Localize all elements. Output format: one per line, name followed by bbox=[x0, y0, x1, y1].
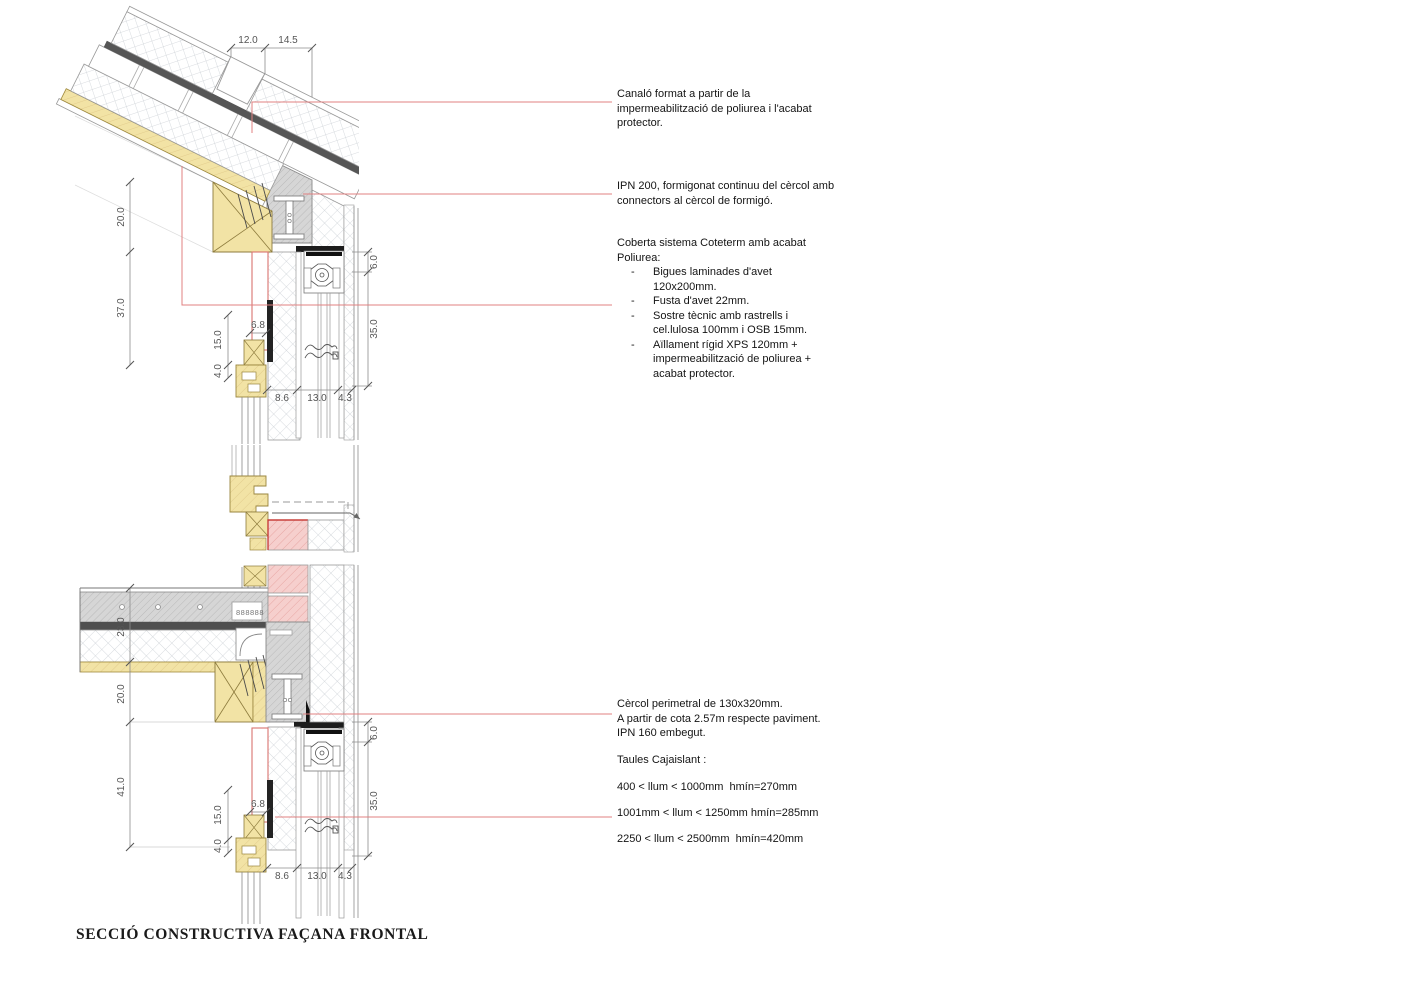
slat-stack bbox=[305, 345, 338, 360]
dim-inner-leaf-lower: 8.6 bbox=[275, 871, 289, 882]
radiant-tubes-symbol: 888888 bbox=[236, 608, 265, 617]
coberta-item: - Aïllament rígid XPS 120mm + impermeabilització de poliurea + acabat protector. bbox=[617, 338, 849, 382]
dim-head-drop-lower: 41.0 bbox=[116, 777, 127, 797]
dim-gutter-width: 12.0 bbox=[238, 35, 258, 46]
dim-box-height-lower: 15.0 bbox=[213, 805, 224, 825]
roller-blind-box-lower bbox=[296, 728, 344, 918]
dim-reveal: 6.0 bbox=[369, 255, 380, 269]
bullet-dash: - bbox=[631, 295, 635, 307]
sill-profile bbox=[230, 476, 268, 512]
top-detail-roof-eave bbox=[56, 0, 386, 444]
dim-outer-leaf-lower: 4.3 bbox=[338, 871, 352, 882]
dim-cavity: 13.0 bbox=[307, 393, 327, 404]
bullet-dash: - bbox=[631, 266, 635, 278]
taules-row-1: 400 < llum < 1000mm hmín=270mm bbox=[617, 781, 798, 793]
glazing-lines bbox=[232, 445, 260, 476]
bullet-dash: - bbox=[631, 338, 635, 351]
dim-outer-leaf: 4.3 bbox=[338, 393, 352, 404]
annotation-coberta-title: Coberta sistema Coteterm amb acabat Poliurea: bbox=[617, 237, 806, 264]
annotation-coberta bbox=[617, 236, 849, 381]
window-head-lower bbox=[236, 815, 266, 924]
bottom-detail-slab bbox=[80, 565, 380, 924]
taules-row-2: 1001mm < llum < 1250mm hmín=285mm bbox=[617, 807, 819, 819]
dim-head-drop: 37.0 bbox=[116, 298, 127, 318]
cercol-section bbox=[268, 520, 308, 550]
glazing-lines bbox=[242, 397, 260, 444]
dim-column-width-lower: 6.8 bbox=[251, 799, 265, 810]
dim-wall-band: 14.5 bbox=[278, 35, 298, 46]
dim-beam-height: 20.0 bbox=[116, 207, 127, 227]
floor-slab bbox=[80, 588, 298, 672]
annotation-ipn200: IPN 200, formigonat continuu del cèrcol amb connectors al cèrcol de formigó. bbox=[617, 180, 835, 207]
dim-cavity-lower: 13.0 bbox=[307, 871, 327, 882]
window-head bbox=[236, 340, 266, 444]
dim-gap: 4.0 bbox=[213, 364, 224, 378]
taules-row-3: 2250 < llum < 2500mm hmín=420mm bbox=[617, 833, 804, 845]
bullet-dash: - bbox=[631, 309, 635, 322]
dim-opening-lower: 35.0 bbox=[369, 791, 380, 811]
dim-slab-depth: 23.0 bbox=[116, 617, 127, 637]
annotation-cercol: Cèrcol perimetral de 130x320mm. A partir de cota 2.57m respecte paviment. IPN 160 embegut. bbox=[617, 698, 821, 739]
coberta-item: - Sostre tècnic amb rastrells i cel.lulosa 100mm i OSB 15mm. bbox=[617, 309, 849, 338]
dim-column-width: 6.8 bbox=[251, 320, 265, 331]
annotation-canalo: Canaló format a partir de la impermeabilització de poliurea i l'acabat protector. bbox=[617, 88, 812, 129]
coberta-item: - Fusta d'avet 22mm. bbox=[617, 294, 849, 309]
timber-beam-lower bbox=[215, 655, 271, 722]
dim-gap-lower: 4.0 bbox=[213, 839, 224, 853]
roller-blind-box bbox=[296, 251, 344, 438]
dim-box-height: 15.0 bbox=[213, 330, 224, 350]
coberta-item: - Bigues laminades d'avet 120x200mm. bbox=[617, 265, 849, 294]
dim-inner-leaf: 8.6 bbox=[275, 393, 289, 404]
blind-guides bbox=[318, 293, 330, 438]
sheet-title: SECCIÓ CONSTRUCTIVA FAÇANA FRONTAL bbox=[76, 926, 429, 943]
annotation-taules-title: Taules Cajaislant : bbox=[617, 754, 707, 766]
lintel-bar-lower bbox=[267, 780, 273, 838]
dim-beam-height-lower: 20.0 bbox=[116, 684, 127, 704]
dim-reveal-lower: 6.0 bbox=[369, 726, 380, 740]
cercol-column-outline bbox=[252, 252, 268, 350]
dim-opening: 35.0 bbox=[369, 319, 380, 339]
